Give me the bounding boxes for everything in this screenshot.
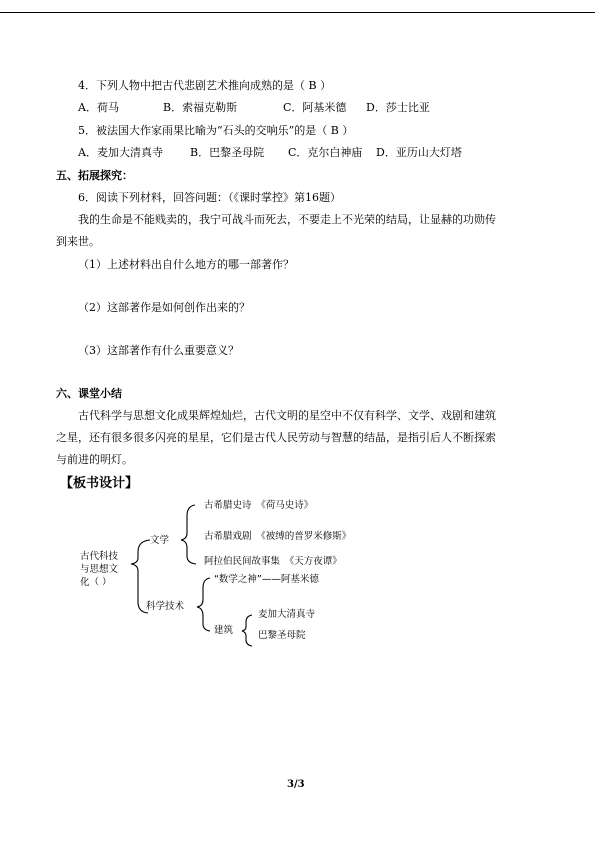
question-6-stem: 6．阅读下列材料，回答问题：（《课时掌控》第16题） [78, 191, 341, 204]
sub-question-2: （2）这部著作是如何创作出来的？ [78, 301, 250, 314]
page-number: 3/3 [287, 779, 305, 790]
section-6-heading: 六、课堂小结 [56, 387, 122, 400]
q5-option-a: A．麦加大清真寺 [78, 146, 163, 159]
sub-question-3: （3）这部著作有什么重要意义？ [78, 344, 239, 357]
question-5-stem: 5．被法国大作家雨果比喻为“石头的交响乐”的是（ B ） [78, 124, 354, 137]
summary-line-3: 与前进的明灯。 [56, 453, 133, 466]
board-science: 科学技术 [146, 601, 185, 612]
summary-line-1: 古代科学与思想文化成果辉煌灿烂，古代文明的星空中不仅有科学、文学、戏剧和建筑 [78, 409, 496, 422]
board-architecture: 建筑 [214, 625, 234, 636]
summary-line-2: 之星，还有很多很多闪亮的星星，它们是古代人民劳动与智慧的结晶，是指引后人不断探索 [56, 431, 496, 444]
board-literature: 文学 [150, 535, 170, 546]
board-lit-item-3: 阿拉伯民间故事集 《天方夜谭》 [204, 556, 342, 567]
q4-option-d: D．莎士比亚 [366, 101, 430, 114]
sub-question-1: （1）上述材料出自什么地方的哪一部著作？ [78, 258, 294, 271]
board-design-heading: 【板书设计】 [60, 476, 139, 491]
board-arch-item-2: 巴黎圣母院 [258, 630, 306, 641]
q5-option-b: B．巴黎圣母院 [190, 146, 265, 159]
section-5-heading: 五、拓展探究： [56, 169, 133, 182]
q4-option-c: C．阿基米德 [283, 101, 347, 114]
board-arch-item-1: 麦加大清真寺 [258, 609, 316, 620]
q5-option-d: D．亚历山大灯塔 [376, 146, 462, 159]
architecture-brace [242, 615, 252, 646]
q5-option-c: C．克尔白神庙 [288, 146, 363, 159]
material-line-1: 我的生命是不能贱卖的，我宁可战斗而死去，不要走上不光荣的结局，让显赫的功勋传 [78, 213, 496, 226]
board-lit-item-2: 古希腊戏剧 《被缚的普罗米修斯》 [204, 531, 352, 542]
material-line-2: 到来世。 [56, 235, 100, 248]
board-lit-item-1: 古希腊史诗 《荷马史诗》 [204, 500, 314, 511]
board-root-line-2: 与思想文 [80, 564, 119, 575]
q4-option-b: B．索福克勒斯 [163, 101, 238, 114]
science-brace [197, 578, 210, 631]
board-sci-item-1: “数学之神”——阿基米德 [214, 574, 319, 585]
board-root-line-3: 化（ ） [80, 577, 112, 588]
board-root-line-1: 古代科技 [80, 551, 119, 562]
literature-brace [181, 505, 196, 564]
q4-option-a: A．荷马 [78, 101, 119, 114]
question-4-stem: 4．下列人物中把古代悲剧艺术推向成熟的是（ B ） [78, 79, 332, 92]
